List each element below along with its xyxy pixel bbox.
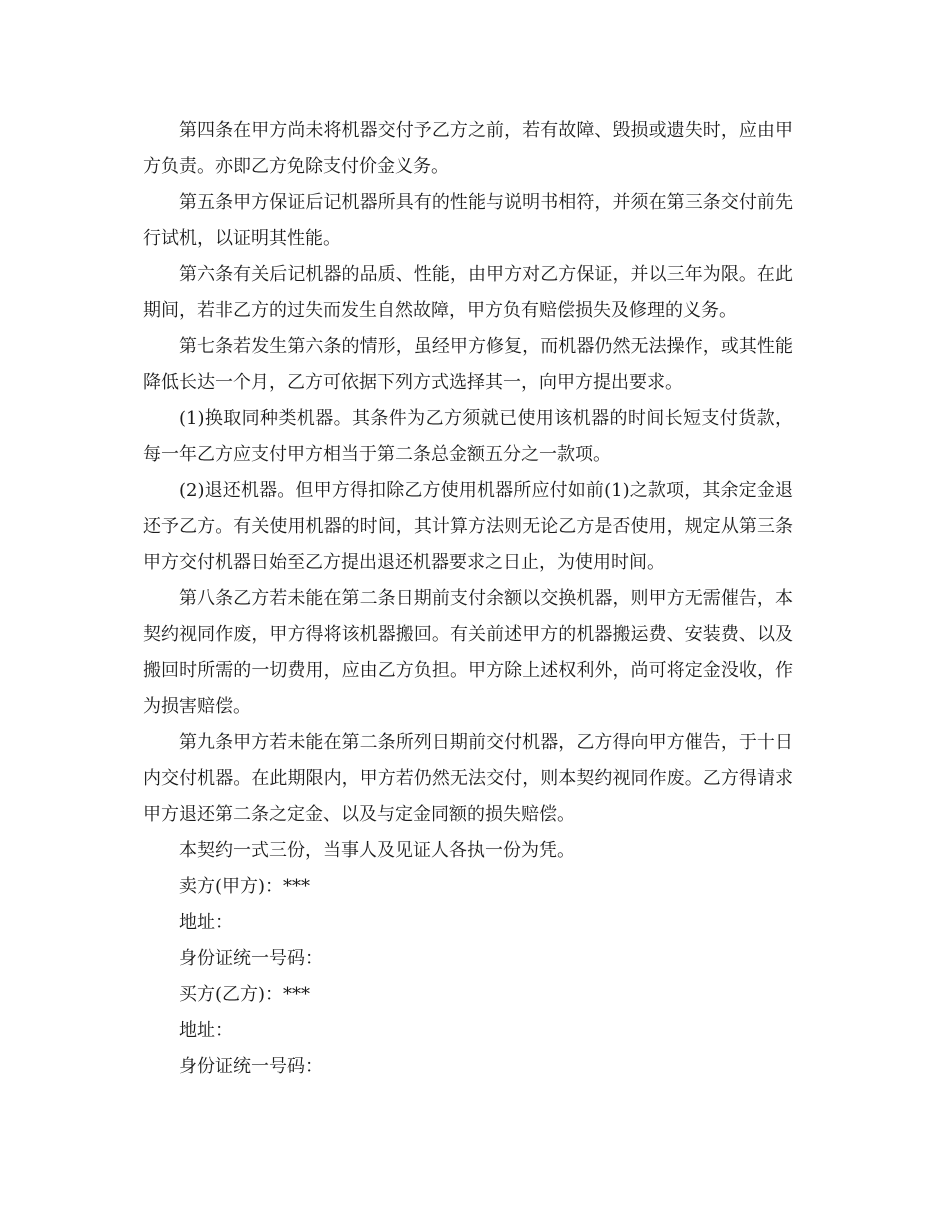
buyer-id-field: 身份证统一号码：	[179, 1056, 323, 1077]
contract-body	[143, 113, 793, 1085]
buyer-signature-block	[143, 977, 793, 1085]
article-5-paragraph: 第五条甲方保证后记机器所具有的性能与说明书相符，并须在第三条交付前先行试机，以证明其性能。	[143, 192, 793, 249]
seller-signature-block	[143, 869, 793, 977]
article-6-paragraph: 第六条有关后记机器的品质、性能，由甲方对乙方保证，并以三年为限。在此期间，若非乙方的过失而发生自然故障，甲方负有赔偿损失及修理的义务。	[143, 264, 793, 321]
article-9-paragraph: 第九条甲方若未能在第二条所列日期前交付机器，乙方得向甲方催告，于十日内交付机器。在此期限内，甲方若仍然无法交付，则本契约视同作废。乙方得请求甲方退还第二条之定金、以及与定金同额的损失赔偿。	[143, 732, 793, 825]
seller-party-field: 卖方(甲方)：***	[179, 876, 311, 897]
copies-statement: 本契约一式三份，当事人及见证人各执一份为凭。	[179, 840, 575, 861]
seller-id-field: 身份证统一号码：	[179, 948, 323, 969]
article-7-option-1: (1)换取同种类机器。其条件为乙方须就已使用该机器的时间长短支付货款，每一年乙方应支付甲方相当于第二条总金额五分之一款项。	[143, 408, 793, 465]
seller-address-field: 地址：	[179, 912, 233, 933]
buyer-party-field: 买方(乙方)：***	[179, 984, 311, 1005]
article-4-paragraph: 第四条在甲方尚未将机器交付予乙方之前，若有故障、毁损或遗失时，应由甲方负责。亦即乙方免除支付价金义务。	[143, 120, 793, 177]
buyer-address-field: 地址：	[179, 1020, 233, 1041]
article-7-option-2: (2)退还机器。但甲方得扣除乙方使用机器所应付如前(1)之款项，其余定金退还予乙方。有关使用机器的时间，其计算方法则无论乙方是否使用，规定从第三条甲方交付机器日始至乙方提出退还机器要求之日止，为使用时间。	[143, 480, 793, 573]
article-8-paragraph: 第八条乙方若未能在第二条日期前支付余额以交换机器，则甲方无需催告，本契约视同作废，甲方得将该机器搬回。有关前述甲方的机器搬运费、安装费、以及搬回时所需的一切费用，应由乙方负担。甲方除上述权利外，尚可将定金没收，作为损害赔偿。	[143, 588, 793, 717]
article-7-paragraph: 第七条若发生第六条的情形，虽经甲方修复，而机器仍然无法操作，或其性能降低长达一个月，乙方可依据下列方式选择其一，向甲方提出要求。	[143, 336, 793, 393]
